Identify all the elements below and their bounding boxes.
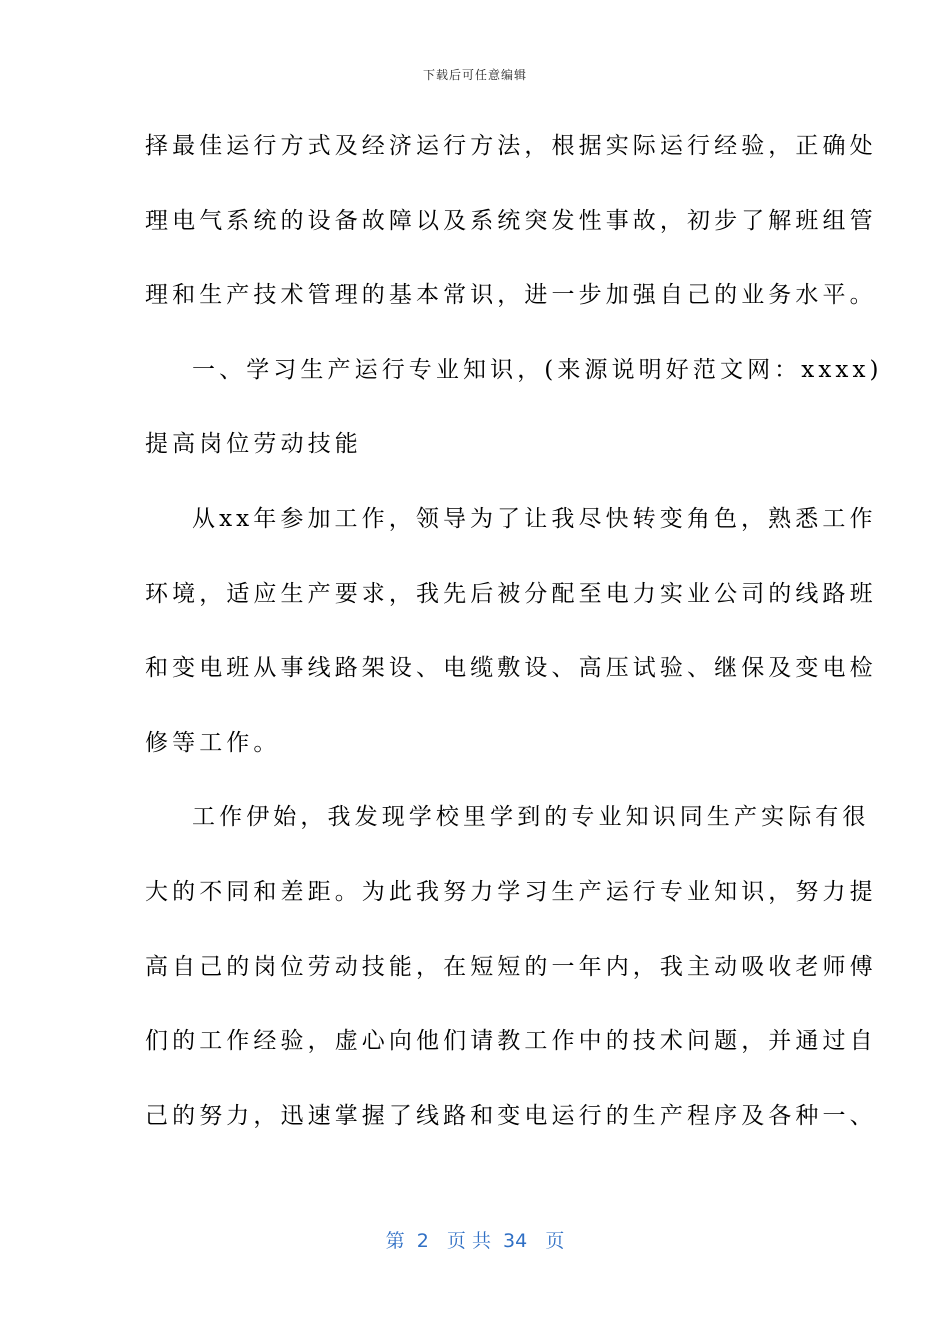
- text-line: 高自己的岗位劳动技能，在短短的一年内，我主动吸收老师傅: [145, 953, 877, 980]
- section-heading-line: 提高岗位劳动技能: [145, 431, 362, 458]
- text-line: 择最佳运行方式及经济运行方法，根据实际运行经验，正确处: [145, 133, 877, 159]
- header-note: 下载后可任意编辑: [422, 68, 527, 82]
- document-body: [145, 126, 883, 1170]
- text-line: 理电气系统的设备故障以及系统突发性事故，初步了解班组管: [145, 207, 877, 234]
- text-line: 和变电班从事线路架设、电缆敷设、高压试验、继保及变电检: [145, 655, 877, 682]
- text-line: 们的工作经验，虚心向他们请教工作中的技术问题，并通过自: [145, 1028, 877, 1055]
- text-line: 大的不同和差距。为此我努力学习生产运行专业知识，努力提: [145, 878, 877, 905]
- text-line: 己的努力，迅速掌握了线路和变电运行的生产程序及各种一、: [145, 1102, 877, 1129]
- section-heading-line: 一、学习生产运行专业知识，(来源说明好范文网：xxxx): [192, 356, 883, 383]
- text-line: 环境，适应生产要求，我先后被分配至电力实业公司的线路班: [145, 580, 877, 607]
- page-number-footer: 第 2 页 共 34 页: [385, 1230, 565, 1252]
- text-line: 工作伊始，我发现学校里学到的专业知识同生产实际有很: [192, 804, 870, 831]
- text-line: 修等工作。: [145, 729, 281, 756]
- text-line: 从xx年参加工作，领导为了让我尽快转变角色，熟悉工作: [192, 505, 877, 532]
- text-line: 理和生产技术管理的基本常识，进一步加强自己的业务水平。: [145, 282, 877, 309]
